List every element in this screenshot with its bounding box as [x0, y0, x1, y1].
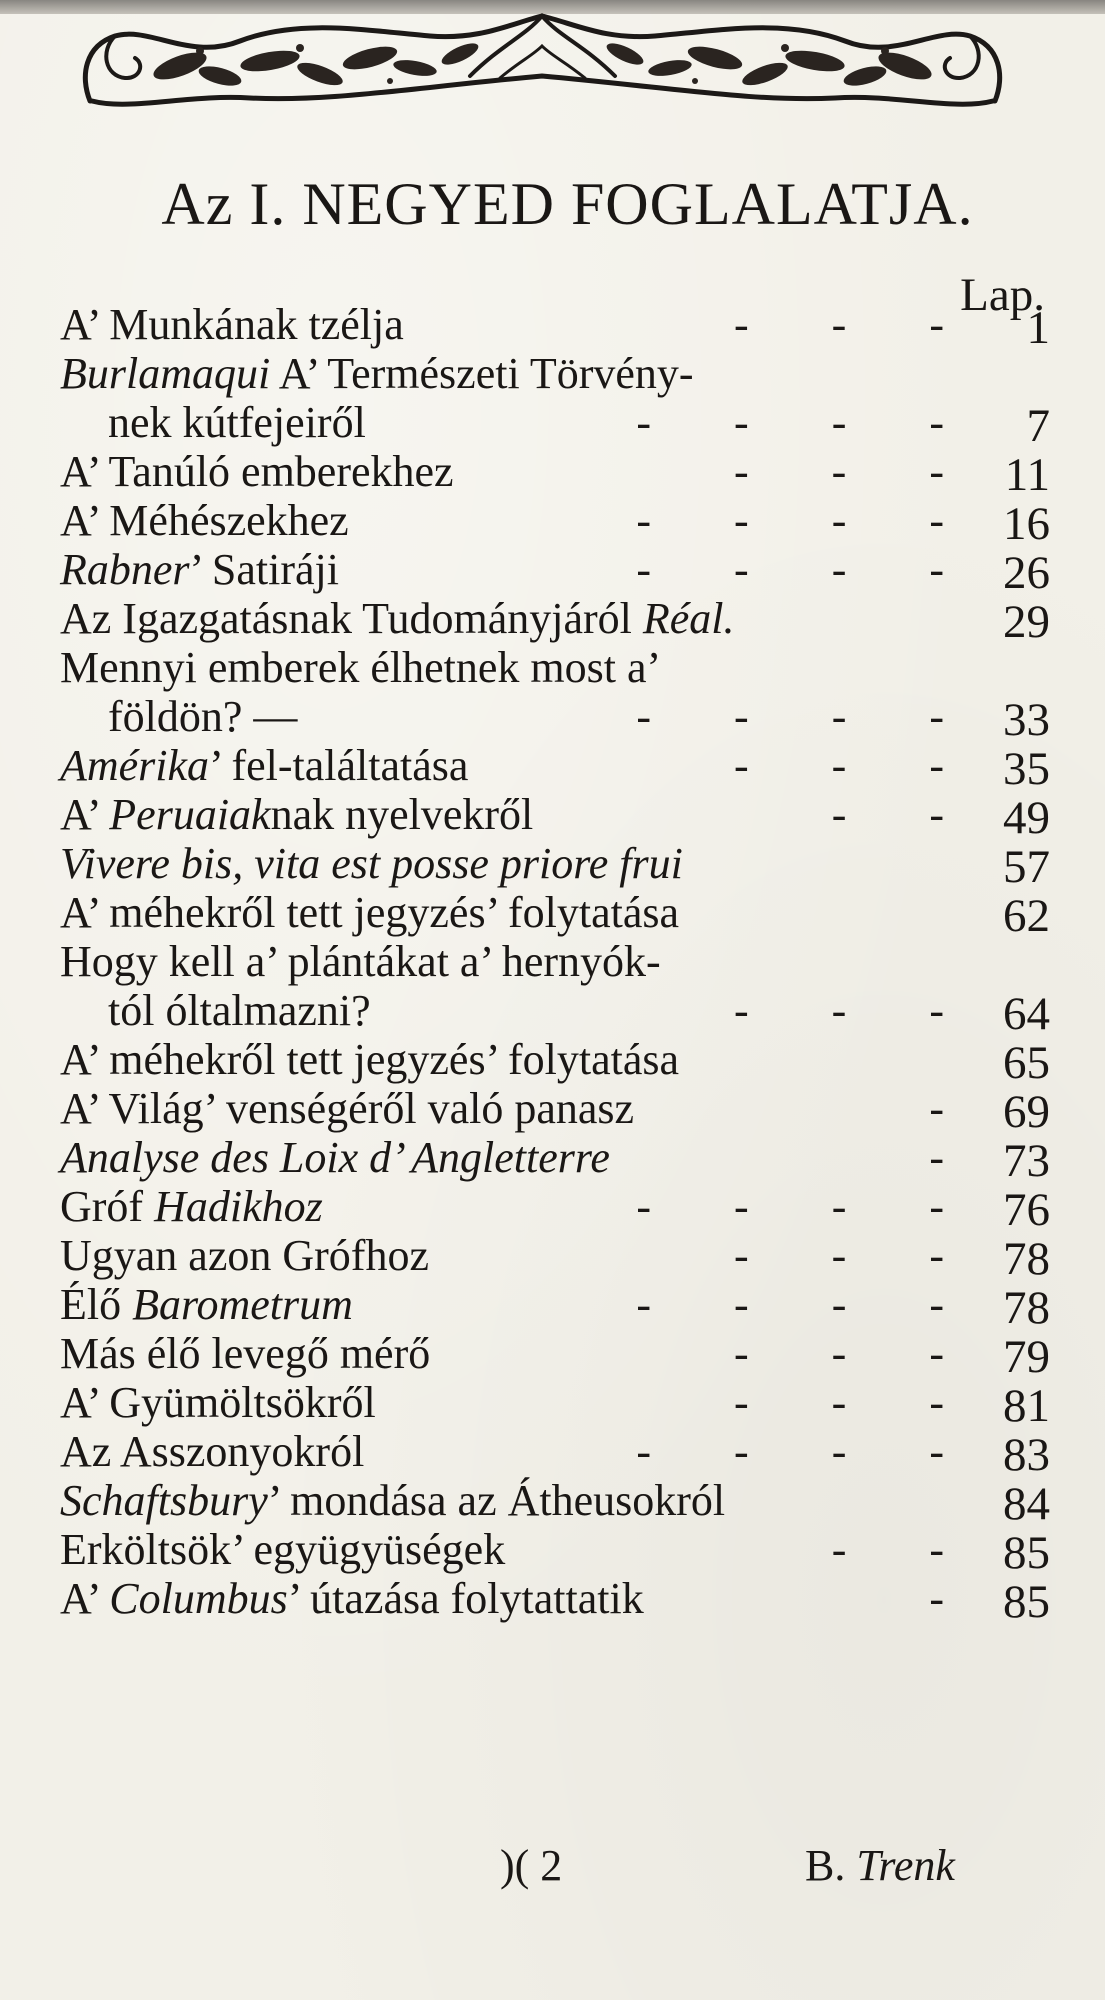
toc-entry-line — [60, 1476, 1050, 1525]
toc-entry-line — [60, 1280, 1050, 1329]
toc-text-run: A’ Világ’ venségéről való panasz — [60, 1084, 635, 1133]
toc-text-run: Hadikhoz — [154, 1182, 323, 1231]
toc-entry-line — [60, 1231, 1050, 1280]
toc-entry — [60, 545, 1050, 599]
toc-entry-line — [60, 1378, 1050, 1427]
toc-entry-text — [60, 1378, 376, 1427]
toc-page-number: 7 — [1026, 400, 1050, 452]
leader-dashes: - - - - — [636, 545, 980, 594]
toc-entry-text — [60, 594, 735, 643]
toc-page-number: 73 — [1003, 1135, 1050, 1187]
toc-text-run: Hogy kell a’ plántákat a’ hernyók- — [60, 937, 661, 986]
leader-dashes: - - - - — [636, 1280, 980, 1329]
toc-entry-line — [60, 692, 1050, 741]
toc-entry — [60, 839, 1050, 893]
toc-page-number: 76 — [1003, 1184, 1050, 1236]
toc-page-number: 33 — [1003, 694, 1050, 746]
table-of-contents — [60, 300, 1050, 1628]
toc-entry-line — [60, 545, 1050, 594]
toc-page-number: 49 — [1003, 792, 1050, 844]
toc-page-number: 78 — [1003, 1282, 1050, 1334]
toc-entry-line — [60, 447, 1050, 496]
toc-page-number: 26 — [1003, 547, 1050, 599]
toc-text-run: A’ méhekről tett jegyzés’ folytatása — [60, 888, 680, 937]
toc-page-number: 79 — [1003, 1331, 1050, 1383]
catchword — [805, 1840, 955, 1891]
leader-dashes: - - - - — [636, 692, 980, 741]
toc-text-run: Barometrum — [132, 1280, 353, 1329]
toc-page-number: 65 — [1003, 1037, 1050, 1089]
toc-entry-line — [60, 1035, 1050, 1084]
toc-entry-text — [60, 1182, 323, 1231]
toc-entry-text — [60, 1035, 679, 1084]
toc-entry-text — [60, 741, 468, 790]
toc-text-run: tól óltalmazni? — [108, 986, 371, 1035]
toc-entry-text — [60, 447, 454, 496]
toc-text-run: Réal. — [642, 594, 735, 643]
leader-dashes: - - — [831, 1525, 980, 1574]
toc-entry — [60, 1133, 1050, 1187]
toc-page-number: 78 — [1003, 1233, 1050, 1285]
toc-entry-text — [60, 1329, 430, 1378]
toc-text-run: A’ Természeti Törvény- — [270, 349, 694, 398]
toc-page-number: 11 — [1004, 449, 1050, 501]
leader-dashes: - - - - — [636, 398, 980, 447]
toc-page-number: 81 — [1003, 1380, 1050, 1432]
page-column-header: Lap. — [960, 269, 1045, 321]
toc-entry — [60, 790, 1050, 844]
leader-dashes: - - - - — [636, 1427, 980, 1476]
toc-entry-text — [60, 496, 349, 545]
toc-entry — [60, 1378, 1050, 1432]
toc-text-run: ’ fel-találtatása — [209, 741, 469, 790]
toc-entry-line — [60, 741, 1050, 790]
leader-dashes: - - - — [734, 300, 980, 349]
leader-dashes: - — [929, 1084, 980, 1133]
leader-dashes: - — [929, 1574, 980, 1623]
toc-entry-line — [60, 888, 1050, 937]
toc-page-number: 85 — [1003, 1527, 1050, 1579]
toc-entry — [60, 1280, 1050, 1334]
toc-entry-text — [60, 937, 661, 986]
toc-entry-line — [60, 1182, 1050, 1231]
toc-entry-line — [60, 349, 1050, 398]
leader-dashes: - - - — [734, 1329, 980, 1378]
toc-text-run: ’ mondása az Átheusokról — [267, 1476, 726, 1525]
toc-text-run: Peruaiak — [109, 790, 271, 839]
toc-text-run: ’ Satiráji — [189, 545, 339, 594]
signature-mark: )( 2 — [500, 1841, 563, 1890]
toc-text-run: A’ Méhészekhez — [60, 496, 349, 545]
toc-entry-line — [60, 1329, 1050, 1378]
leader-dashes: - - - - — [636, 1182, 980, 1231]
leader-dashes: - — [929, 1133, 980, 1182]
toc-page-number: 84 — [1003, 1478, 1050, 1530]
leader-dashes: - - — [831, 790, 980, 839]
toc-entry — [60, 1084, 1050, 1138]
toc-entry-line — [60, 790, 1050, 839]
toc-text-run: A’ méhekről tett jegyzés’ folytatása — [60, 1035, 680, 1084]
toc-entry-text — [60, 1476, 725, 1525]
toc-entry — [60, 1574, 1050, 1628]
toc-entry-line — [60, 1525, 1050, 1574]
leader-dashes: - - - — [734, 1378, 980, 1427]
toc-text-run: A’ — [60, 790, 110, 839]
toc-text-run: Analyse des Loix d’ Angletterre — [60, 1133, 610, 1182]
toc-entry-text — [60, 1133, 610, 1182]
toc-entry-line — [60, 1084, 1050, 1133]
toc-entry-text — [60, 888, 679, 937]
toc-entry — [60, 300, 1050, 354]
toc-page-number: 64 — [1003, 988, 1050, 1040]
toc-entry — [60, 937, 1050, 1040]
toc-entry — [60, 1231, 1050, 1285]
toc-entry-line — [60, 937, 1050, 986]
toc-entry-line — [60, 1427, 1050, 1476]
toc-text-run: Mennyi emberek élhetnek most a’ — [60, 643, 662, 692]
headpiece-ornament — [70, 6, 1015, 124]
toc-entry-text — [60, 986, 371, 1035]
toc-entry-text — [60, 1574, 644, 1623]
toc-entry — [60, 888, 1050, 942]
toc-text-run: Columbus — [109, 1574, 288, 1623]
toc-entry — [60, 496, 1050, 550]
toc-entry-text — [60, 1427, 364, 1476]
toc-page-number: 62 — [1003, 890, 1050, 942]
toc-entry-line — [60, 839, 1050, 888]
toc-entry — [60, 643, 1050, 746]
toc-entry — [60, 1182, 1050, 1236]
toc-entry-line — [60, 496, 1050, 545]
leader-dashes: - - - — [734, 447, 980, 496]
toc-entry-text — [60, 1525, 505, 1574]
toc-page-number: 35 — [1003, 743, 1050, 795]
toc-text-run: Schaftsbury — [60, 1476, 268, 1525]
toc-entry — [60, 1476, 1050, 1530]
toc-entry-text — [60, 692, 297, 741]
toc-entry — [60, 1035, 1050, 1089]
toc-page-number: 29 — [1003, 596, 1050, 648]
toc-text-run: Burlamaqui — [60, 349, 271, 398]
toc-entry — [60, 447, 1050, 501]
toc-text-run: Az Asszonyokról — [60, 1427, 365, 1476]
leader-dashes: - - - - — [636, 496, 980, 545]
toc-text-run: ’ útazása folytattatik — [287, 1574, 644, 1623]
toc-entry — [60, 594, 1050, 648]
toc-entry-line — [60, 594, 1050, 643]
toc-entry-text — [60, 1231, 429, 1280]
toc-page-number: 69 — [1003, 1086, 1050, 1138]
toc-entry-text — [60, 1084, 634, 1133]
toc-entry-line — [60, 1574, 1050, 1623]
toc-text-run: földön? — — [108, 692, 298, 741]
toc-entry-line — [60, 398, 1050, 447]
toc-entry-text — [60, 643, 661, 692]
toc-entry-text — [60, 790, 533, 839]
toc-entry-line — [60, 1133, 1050, 1182]
toc-entry — [60, 349, 1050, 452]
toc-text-run: A’ — [60, 1574, 110, 1623]
toc-page-number: 57 — [1003, 841, 1050, 893]
toc-text-run: Vivere bis, vita est posse priore frui — [60, 839, 683, 888]
toc-text-run: Ugyan azon Grófhoz — [60, 1231, 429, 1280]
toc-entry — [60, 1427, 1050, 1481]
toc-entry — [60, 741, 1050, 795]
leader-dashes: - - - — [734, 1231, 980, 1280]
catchword-prefix: B. — [805, 1841, 857, 1890]
toc-title: Az I. NEGYED FOGLALATJA. — [161, 171, 974, 237]
toc-entry-text — [60, 839, 683, 888]
toc-page-number: 1 — [1026, 302, 1050, 354]
toc-text-run: A’ Gyümöltsökről — [60, 1378, 376, 1427]
toc-text-run: A’ Munkának tzélja — [60, 300, 404, 349]
toc-text-run: Erköltsök’ együgyüségek — [60, 1525, 506, 1574]
toc-entry-text — [60, 1280, 353, 1329]
toc-text-run: Más élő levegő mérő — [60, 1329, 431, 1378]
toc-entry-line — [60, 643, 1050, 692]
toc-page-number: 85 — [1003, 1576, 1050, 1628]
toc-entry-text — [60, 349, 694, 398]
toc-text-run: Amérika — [60, 741, 210, 790]
toc-entry-text — [60, 545, 339, 594]
toc-entry-line — [60, 300, 1050, 349]
toc-entry-text — [60, 300, 404, 349]
toc-text-run: nek kútfejeiről — [108, 398, 366, 447]
leader-dashes: - - - — [734, 986, 980, 1035]
toc-page-number: 83 — [1003, 1429, 1050, 1481]
toc-text-run: Rabner — [60, 545, 190, 594]
toc-text-run: Élő — [60, 1280, 133, 1329]
toc-text-run: A’ Tanúló emberekhez — [60, 447, 454, 496]
toc-text-run: Gróf — [60, 1182, 155, 1231]
toc-text-run: Az Igazgatásnak Tudományjáról — [60, 594, 643, 643]
toc-entry — [60, 1329, 1050, 1383]
toc-page-number: 16 — [1003, 498, 1050, 550]
toc-entry-text — [60, 398, 366, 447]
toc-text-run: nak nyelvekről — [270, 790, 534, 839]
toc-entry-line — [60, 986, 1050, 1035]
toc-entry — [60, 1525, 1050, 1579]
leader-dashes: - - - — [734, 741, 980, 790]
catchword-italic: Trenk — [856, 1841, 955, 1890]
